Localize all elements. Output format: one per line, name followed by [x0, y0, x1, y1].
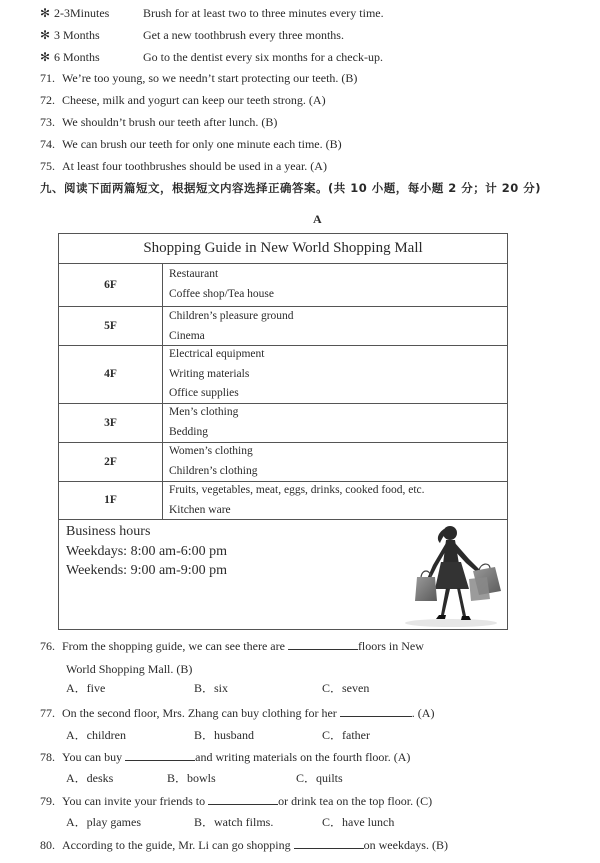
floor-row-6f [59, 263, 507, 307]
weekdays-hours: Weekdays: 8:00 am-6:00 pm [66, 543, 228, 559]
option-c: C．quilts [296, 771, 343, 785]
option-b: B．husband [194, 728, 255, 742]
floor-item: Bedding [169, 425, 208, 438]
floor-label: 3F [59, 403, 163, 442]
floor-row-3f [59, 403, 507, 443]
floor-item: Women’s clothing [169, 445, 253, 457]
floor-label: 6F [59, 263, 163, 306]
question-number: 79. [40, 794, 55, 808]
floor-item: Men’s clothing [169, 406, 239, 418]
floor-item: Electrical equipment [169, 348, 265, 360]
floor-item: Writing materials [169, 367, 250, 380]
weekends-hours: Weekends: 9:00 am-9:00 pm [66, 563, 228, 578]
shopper-silhouette-icon [389, 519, 507, 631]
option-b: B．six [194, 681, 229, 695]
question-77 [40, 705, 434, 720]
option-a: A．desks [66, 771, 114, 785]
question-number: 72. [40, 93, 55, 107]
tip-text: Get a new toothbrush every three months. [143, 28, 344, 42]
question-text-post: and writing materials on the fourth floor. (A) [195, 750, 411, 764]
tip-text: Go to the dentist every six months for a check-up. [143, 50, 383, 64]
statement-text: We’re too young, so we needn’t start protecting our teeth. (B) [62, 71, 358, 85]
floor-label: 2F [59, 442, 163, 481]
passage-label: A [313, 212, 322, 226]
question-number: 76. [40, 639, 55, 653]
option-c: C．father [322, 728, 370, 742]
question-number: 77. [40, 706, 55, 720]
question-number: 78. [40, 750, 55, 764]
option-c: C．seven [322, 681, 370, 695]
option-b: B．watch films. [194, 815, 274, 829]
asterisk-icon: ✻ [40, 28, 51, 42]
question-80 [40, 837, 448, 852]
floor-item: Coffee shop/Tea house [169, 287, 275, 300]
question-76-line2: World Shopping Mall. (B) [66, 662, 193, 676]
question-text-post: floors in New [357, 639, 424, 653]
question-text-pre: From the shopping guide, we can see there are [62, 639, 288, 653]
option-b: B．bowls [167, 771, 216, 785]
question-text-post: . (A) [411, 706, 435, 720]
question-text-post: on weekdays. (B) [363, 838, 448, 852]
question-78 [40, 749, 410, 764]
statement-item [40, 71, 357, 85]
question-text-pre: According to the guide, Mr. Li can go shopping [62, 838, 294, 852]
tip-time: 6 Months [54, 50, 100, 64]
asterisk-icon: ✻ [40, 6, 51, 20]
answer-blank [288, 638, 358, 650]
option-a: A．play games [66, 815, 141, 829]
question-number: 75. [40, 159, 55, 173]
statement-text: We can brush our teeth for only one minute each time. (B) [62, 137, 342, 151]
answer-blank [340, 705, 412, 717]
floor-label: 4F [59, 345, 163, 403]
floor-item: Restaurant [169, 268, 219, 280]
question-number: 74. [40, 137, 55, 151]
tip-row [40, 50, 580, 64]
tip-row [40, 28, 580, 42]
question-number: 73. [40, 115, 55, 129]
statement-item [40, 137, 342, 151]
statement-item [40, 159, 327, 173]
floor-label: 5F [59, 306, 163, 345]
tip-row [40, 6, 580, 20]
answer-blank [294, 837, 364, 849]
statement-item [40, 93, 326, 107]
business-hours [66, 522, 227, 581]
floor-row-5f [59, 306, 507, 346]
floor-item: Children’s pleasure ground [169, 310, 294, 322]
floor-item: Children’s clothing [169, 464, 258, 477]
question-79 [40, 793, 432, 808]
answer-blank [125, 749, 195, 761]
floor-label: 1F [59, 481, 163, 519]
tip-text: Brush for at least two to three minutes every time. [143, 6, 384, 20]
tip-time: 2-3Minutes [54, 6, 110, 20]
section-heading: 九、阅读下面两篇短文，根据短文内容选择正确答案。(共 10 小题，每小题 2 分；计 20 分) [40, 181, 542, 195]
guide-title: Shopping Guide in New World Shopping Mall [59, 234, 507, 264]
question-number: 71. [40, 71, 55, 85]
option-a: A．five [66, 681, 106, 695]
business-hours-title: Business hours [66, 524, 151, 539]
floor-item: Office supplies [169, 387, 239, 399]
question-number: 80. [40, 838, 55, 852]
shopping-guide-table [58, 233, 508, 630]
answer-blank [208, 793, 278, 805]
floor-row-1f [59, 481, 507, 520]
question-text-pre: On the second floor, Mrs. Zhang can buy clothing for her [62, 706, 340, 720]
floor-row-4f [59, 345, 507, 404]
question-text-pre: You can buy [62, 750, 126, 764]
question-76 [40, 638, 424, 653]
question-text-pre: You can invite your friends to [62, 794, 209, 808]
option-a: A．children [66, 728, 126, 742]
floor-row-2f [59, 442, 507, 482]
question-text-post: or drink tea on the top floor. (C) [278, 794, 433, 808]
option-c: C．have lunch [322, 815, 395, 829]
tip-time: 3 Months [54, 28, 100, 42]
statement-text: We shouldn’t brush our teeth after lunch. (B) [62, 115, 278, 129]
statement-item [40, 115, 277, 129]
statement-text: At least four toothbrushes should be used in a year. (A) [62, 159, 327, 173]
floor-item: Cinema [169, 329, 205, 342]
statement-text: Cheese, milk and yogurt can keep our teeth strong. (A) [62, 93, 326, 107]
floor-item: Fruits, vegetables, meat, eggs, drinks, cooked food, etc. [169, 484, 425, 496]
floor-item: Kitchen ware [169, 503, 231, 516]
asterisk-icon: ✻ [40, 50, 51, 64]
